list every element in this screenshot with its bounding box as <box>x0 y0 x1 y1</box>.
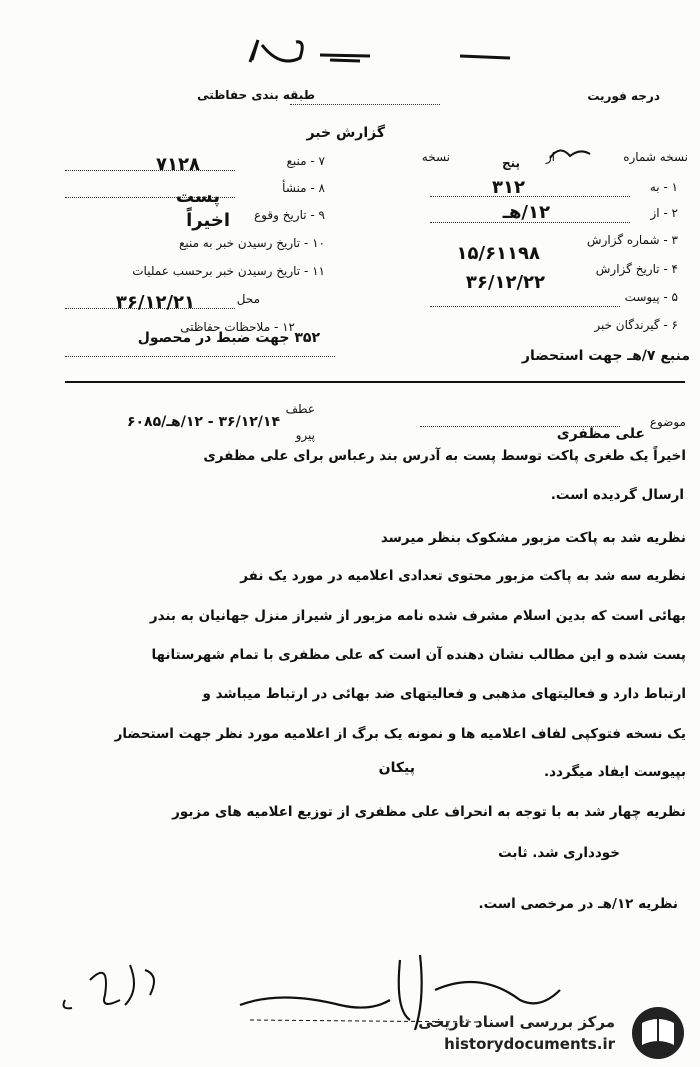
source-label: ۷ - منبع <box>286 154 325 168</box>
body-line-6: پست شده و این مطالب نشان دهنده آن است که علی مظفری با تمام شهرستانها <box>151 647 686 663</box>
watermark-title: مرکز بررسی اسناد تاریخی <box>418 1013 615 1031</box>
reference-label: عطف <box>285 402 315 416</box>
body-line-1: اخیراً یک طغری پاکت توسط پست به آدرس بند رعباس برای علی مظفری <box>203 448 686 464</box>
source-value: ۷۱۲۸ <box>156 154 200 175</box>
copy-count: پنج <box>501 156 520 170</box>
copy-from-label: از <box>545 150 555 164</box>
form-title: گزارش خبر <box>306 125 385 141</box>
classification-label: طبقه بندی حفاظتی <box>197 88 315 102</box>
body-line-2: ارسال گردیده است. <box>550 487 684 503</box>
operation-date-label: ۱۱ - تاریخ رسیدن خبر برحسب عملیات <box>132 264 325 278</box>
report-number-label: ۳ - شماره گزارش <box>586 233 678 247</box>
priority-label: درجه فوریت <box>587 89 660 103</box>
section-divider <box>65 381 685 383</box>
watermark-url: historydocuments.ir <box>444 1035 615 1053</box>
recipients-value: ۳۵۲ جهت ضبط در محصول <box>137 330 320 346</box>
copy-word: نسخه <box>421 150 450 164</box>
body-line-7: ارتباط دارد و فعالیتهای مذهبی و فعالیتهای ضد بهائی در ارتباط میباشد و <box>202 686 686 702</box>
security-notes-line <box>65 356 335 357</box>
occurrence-date-label: ۹ - تاریخ وقوع <box>254 208 325 222</box>
report-date-value: ۳۶/۱۲/۲۲ <box>465 272 545 293</box>
body-line-5: بهائی است که بدین اسلام مشرف شده نامه مزبور از شیراز منزل جهانیان به بندر <box>149 608 686 624</box>
field-from-label: ۲ - از <box>650 206 678 220</box>
body-line-11: خودداری شد. ثابت <box>498 845 620 861</box>
copy-number-label: نسخه شماره <box>623 150 688 164</box>
reference-value: ۳۶/۱۲/۱۴ - ۱۲/هـ/۶۰۸۵ <box>126 414 280 430</box>
occurrence-date-value: اخیراً <box>186 210 230 231</box>
body-line-10: نظریه چهار شد به با توجه به انحراف علی مظفری از توزیع اعلامیه های مزبور <box>172 804 686 820</box>
received-date-label: ۱۰ - تاریخ رسیدن خبر به منبع <box>178 236 325 250</box>
operation-date-value: ۳۶/۱۲/۲۱ <box>115 292 195 313</box>
body-line-12: نظریه ۱۲/هـ در مرخصی است. <box>478 896 678 912</box>
watermark-logo-icon <box>630 1005 690 1065</box>
field-from-value: ۱۲/هـ <box>502 202 550 223</box>
subject-line <box>420 426 620 427</box>
place-label: محل <box>236 292 260 306</box>
report-date-label: ۴ - تاریخ گزارش <box>595 262 678 276</box>
report-number-value: ۱۵/۶۱۱۹۸ <box>456 243 540 264</box>
body-line-8: یک نسخه فتوکپی لفاف اعلامیه ها و نمونه یک برگ از اعلامیه مورد نظر جهت استحضار <box>114 726 686 742</box>
follow-label: پیرو <box>295 428 315 442</box>
origin-label: ۸ - منشأ <box>282 181 325 195</box>
attachment-line <box>430 306 620 307</box>
field-to-label: ۱ - به <box>649 180 678 194</box>
class-line <box>290 104 440 105</box>
attachment-label: ۵ - پیوست <box>624 290 678 304</box>
source-line <box>65 170 235 171</box>
left-signature <box>50 950 190 1030</box>
margin-note: پیکان <box>378 760 415 776</box>
recipients-label: ۶ - گیرندگان خبر <box>594 318 678 332</box>
body-line-4: نظریه سه شد به پاکت مزبور محتوی تعدادی اعلامیه در مورد یک نفر <box>240 568 686 584</box>
subject-value: علی مظفری <box>556 426 645 442</box>
body-line-3: نظریه شد به پاکت مزبور مشکوک بنظر میرسد <box>380 530 686 546</box>
source-note: منبع ۷/هـ جهت استحضار <box>521 348 690 364</box>
body-line-9: بپیوست ایفاد میگردد. <box>543 764 686 780</box>
field-to-line <box>430 196 630 197</box>
origin-value: پست <box>175 186 220 207</box>
security-notes-label: ۱۲ - ملاحظات حفاظتی <box>180 320 295 334</box>
subject-label: موضوع <box>649 415 686 429</box>
crossed-header-scribble <box>0 0 700 90</box>
field-to-value: ۳۱۲ <box>492 177 525 198</box>
